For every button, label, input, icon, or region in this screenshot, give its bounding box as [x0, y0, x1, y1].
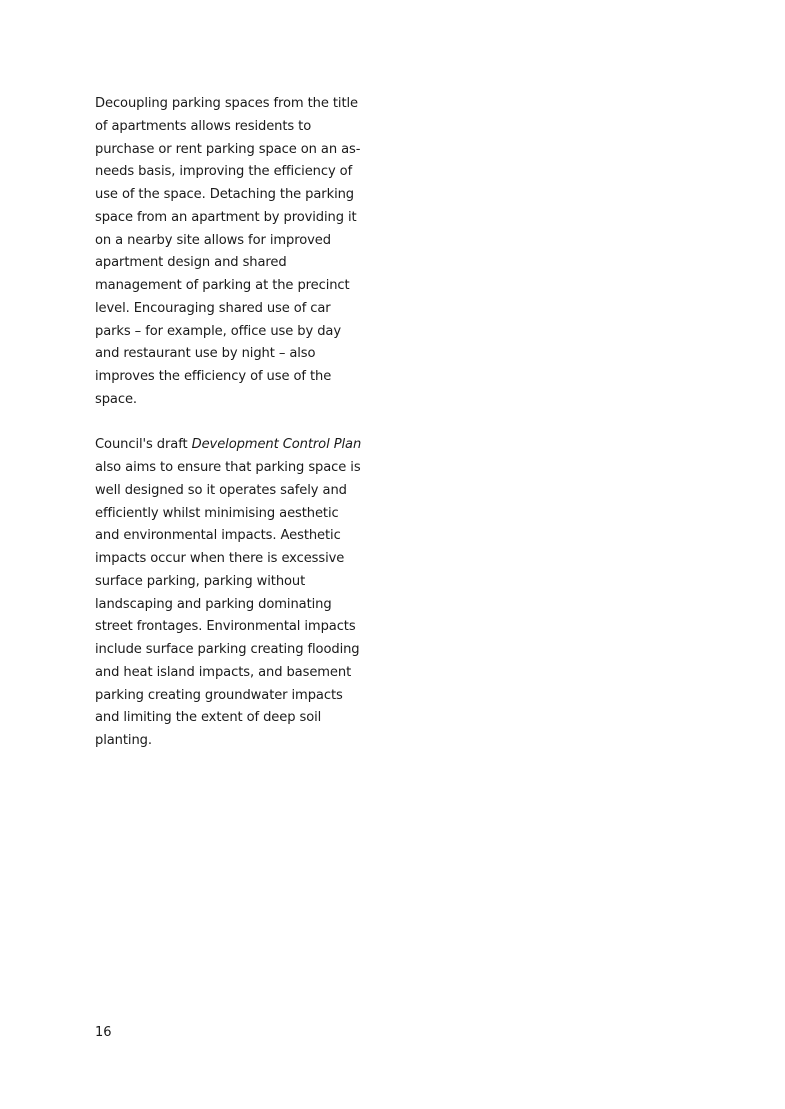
page-number: 16	[95, 1025, 112, 1040]
text-run: Council's draft	[95, 437, 192, 453]
text-line: planting.	[95, 733, 152, 748]
text-line: use of the space. Detaching the parking	[95, 187, 355, 202]
text-line: efficiently whilst minimising aesthetic	[95, 505, 339, 521]
text-line: and limiting the extent of deep soil	[95, 710, 322, 726]
text-line	[95, 434, 380, 457]
paragraph-development-control-plan	[95, 434, 380, 753]
text-line: parks – for example, office use by day	[95, 323, 341, 339]
text-line: of apartments allows residents to	[95, 118, 312, 134]
text-line: space.	[95, 391, 137, 407]
text-line: street frontages. Environmental impacts	[95, 619, 356, 635]
text-line: apartment design and shared	[95, 255, 287, 271]
text-line: well designed so it operates safely and	[95, 482, 347, 498]
text-line: impacts occur when there is excessive	[95, 551, 345, 566]
paragraph-parking-decoupling	[95, 93, 380, 412]
text-line: Decoupling parking spaces from the title	[95, 96, 358, 111]
text-line: and environmental impacts. Aesthetic	[95, 528, 341, 544]
text-line: needs basis, improving the efficiency of	[95, 164, 353, 180]
text-line: management of parking at the precinct	[95, 278, 350, 293]
text-line: purchase or rent parking space on an as-	[95, 141, 361, 157]
text-line: and heat island impacts, and basement	[95, 664, 352, 680]
text-line: space from an apartment by providing it	[95, 209, 357, 225]
text-line: improves the efficiency of use of the	[95, 369, 332, 384]
text-line: include surface parking creating flooding	[95, 642, 360, 657]
text-line: surface parking, parking without	[95, 573, 306, 589]
text-line: and restaurant use by night – also	[95, 346, 316, 362]
body-text-column	[95, 93, 380, 753]
text-line: landscaping and parking dominating	[95, 596, 332, 612]
document-title-italic: Development Control Plan	[191, 437, 362, 453]
text-line: on a nearby site allows for improved	[95, 232, 331, 248]
text-line: also aims to ensure that parking space is	[95, 460, 361, 475]
text-line: parking creating groundwater impacts	[95, 687, 343, 703]
text-line: level. Encouraging shared use of car	[95, 300, 331, 316]
